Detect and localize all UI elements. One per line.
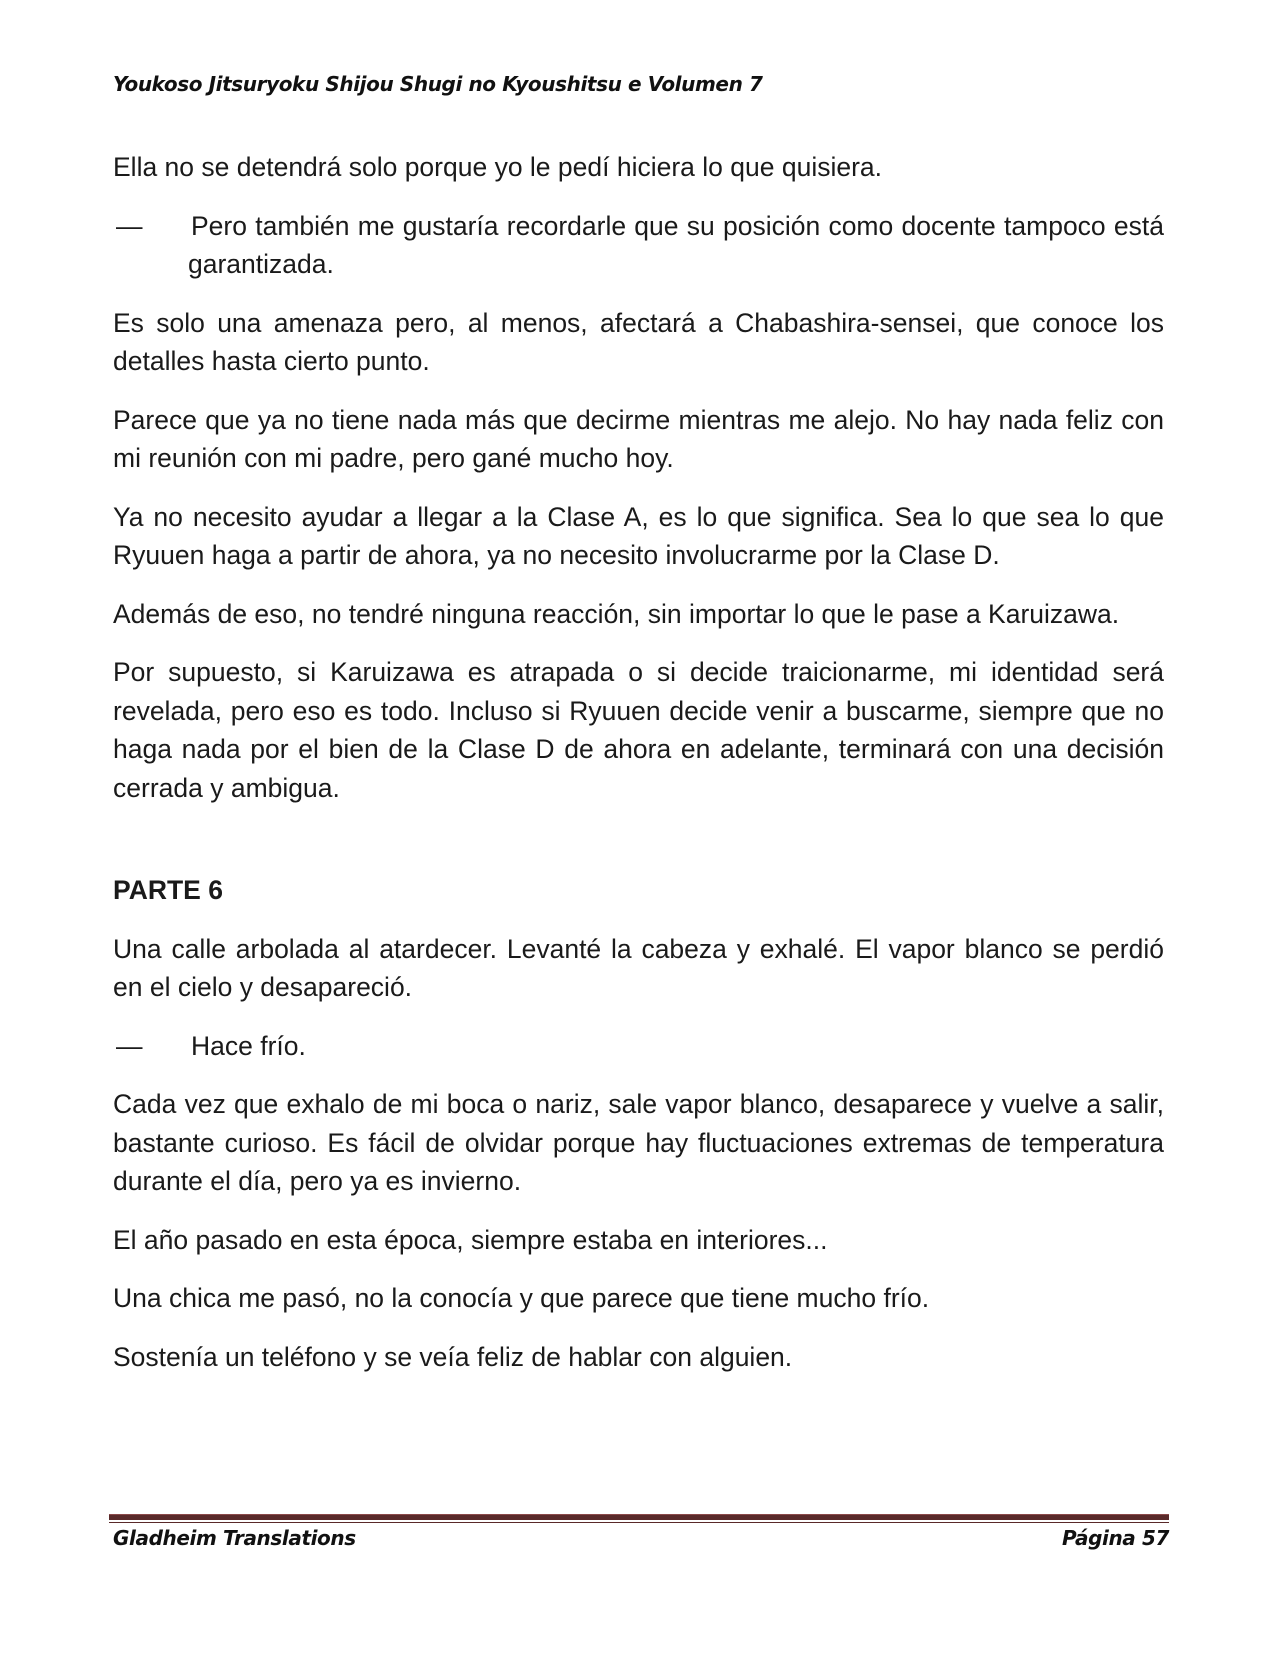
dialogue-text: Hace frío. xyxy=(191,1030,306,1061)
footer-divider-thin xyxy=(109,1522,1169,1523)
paragraph: Una chica me pasó, no la conocía y que parece que tiene mucho frío. xyxy=(113,1283,930,1313)
paragraph: Ella no se detendrá solo porque yo le pedí hiciera lo que quisiera. xyxy=(113,152,883,182)
footer-publisher: Gladheim Translations xyxy=(113,1526,356,1550)
dialogue-line xyxy=(116,207,1164,284)
paragraph: Sostenía un teléfono y se veía feliz de hablar con alguien. xyxy=(113,1341,793,1372)
paragraph: Cada vez que exhalo de mi boca o nariz, sale vapor blanco, desaparece y vuelve a salir, bastante curioso. Es fácil de olvidar porque hay fluctuaciones extremas de temperatura durante el día, pero ya es invierno. xyxy=(113,1089,1164,1196)
paragraph: Ya no necesito ayudar a llegar a la Clase A, es lo que significa. Sea lo que sea lo que Ryuuen haga a partir de ahora, ya no necesito involucrarme por la Clase D. xyxy=(113,501,1164,570)
dialogue-dash: — xyxy=(116,210,143,241)
paragraph: Es solo una amenaza pero, al menos, afectará a Chabashira-sensei, que conoce los detalles hasta cierto punto. xyxy=(113,307,1164,376)
paragraph: Parece que ya no tiene nada más que decirme mientras me alejo. No hay nada feliz con mi reunión con mi padre, pero gané mucho hoy. xyxy=(113,404,1164,473)
footer-divider xyxy=(109,1514,1169,1520)
dialogue-text: Pero también me gustaría recordarle que su posición como docente tampoco está garantizada. xyxy=(188,210,1164,279)
paragraph: Por supuesto, si Karuizawa es atrapada o si decide traicionarme, mi identidad será revelada, pero eso es todo. Incluso si Ryuuen decide venir a buscarme, siempre que no haga nada por el bien de la Clase D de ahora en adelante, terminará con una decisión cerrada y ambigua. xyxy=(113,657,1164,803)
dialogue-line xyxy=(116,1027,1164,1066)
section-heading: PARTE 6 xyxy=(113,875,223,905)
running-header: Youkoso Jitsuryoku Shijou Shugi no Kyoushitsu e Volumen 7 xyxy=(113,72,763,96)
dialogue-dash: — xyxy=(116,1030,143,1061)
document-body xyxy=(113,148,1164,1396)
paragraph: El año pasado en esta época, siempre estaba en interiores... xyxy=(113,1224,828,1255)
paragraph: Además de eso, no tendré ninguna reacción, sin importar lo que le pase a Karuizawa. xyxy=(113,598,1120,629)
paragraph: Una calle arbolada al atardecer. Levanté la cabeza y exhalé. El vapor blanco se perdió en el cielo y desapareció. xyxy=(113,933,1164,1002)
page-number: Página 57 xyxy=(1062,1526,1169,1550)
